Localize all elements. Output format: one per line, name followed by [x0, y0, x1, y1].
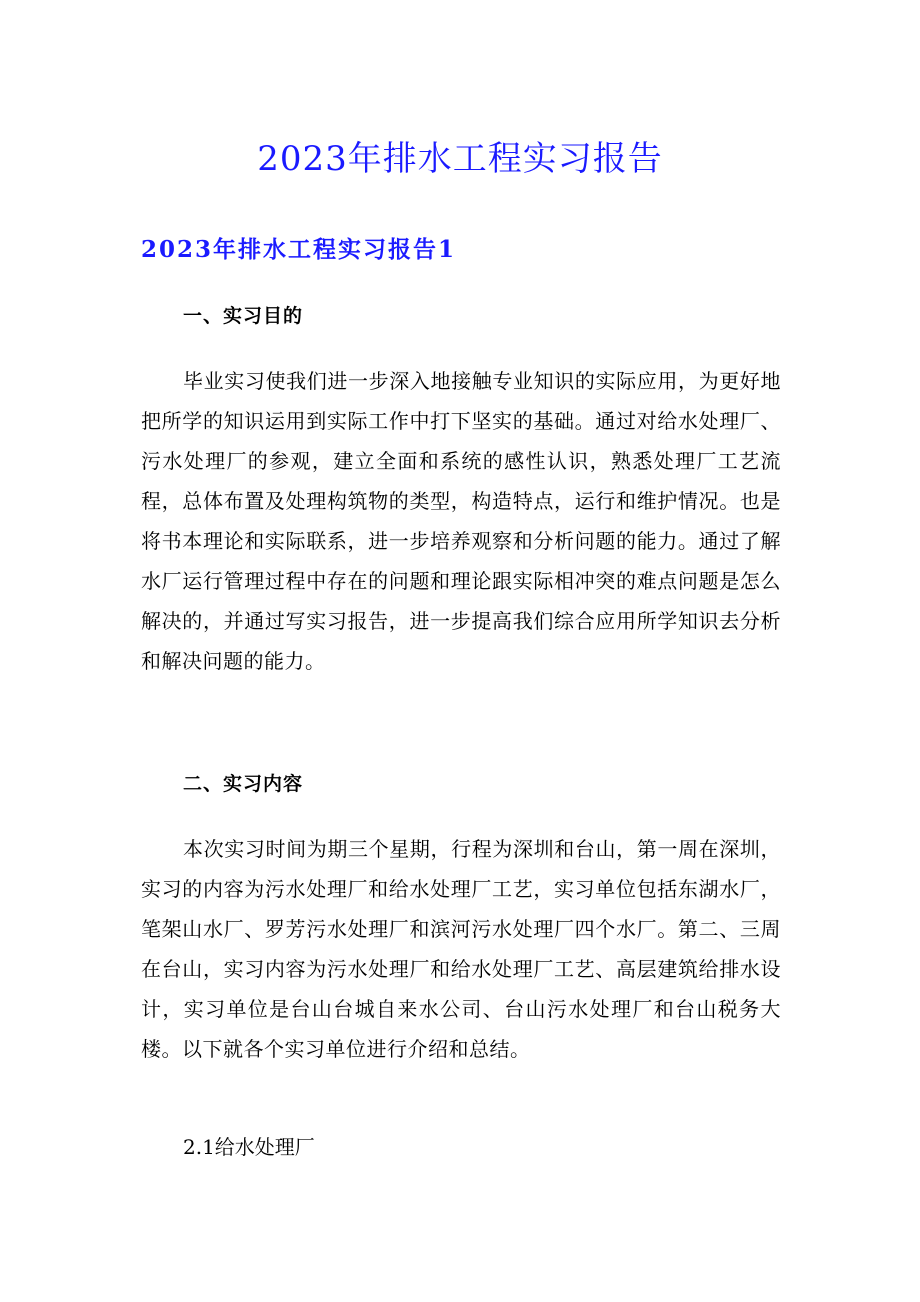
document-title: 2023年排水工程实习报告: [257, 139, 663, 179]
paragraph-internship-content: 本次实习时间为期三个星期，行程为深圳和台山，第一周在深圳，实习的内容为污水处理厂和给水处理厂工艺，实习单位包括东湖水厂，笔架山水厂、罗芳污水处理厂和滨河污水处理厂四个水厂。第二、三周在台山，实习内容为污水处理厂和给水处理厂工艺、高层建筑给排水设计，实习单位是台山台城自来水公司、台山污水处理厂和台山税务大楼。以下就各个实习单位进行介绍和总结。: [141, 837, 781, 1061]
section-heading: 2023年排水工程实习报告1: [141, 236, 457, 263]
heading-internship-purpose: 一、实习目的: [183, 305, 304, 327]
subsection-water-supply-plant: 2.1给水处理厂: [183, 1135, 315, 1159]
heading-internship-content: 二、实习内容: [183, 773, 304, 795]
paragraph-internship-purpose: 毕业实习使我们进一步深入地接触专业知识的实际应用，为更好地把所学的知识运用到实际工作中打下坚实的基础。通过对给水处理厂、污水处理厂的参观，建立全面和系统的感性认识，熟悉处理厂工艺流程，总体布置及处理构筑物的类型，构造特点，运行和维护情况。也是将书本理论和实际联系，进一步培养观察和分析问题的能力。通过了解水厂运行管理过程中存在的问题和理论跟实际相冲突的难点问题是怎么解决的，并通过写实习报告，进一步提高我们综合应用所学知识去分析和解决问题的能力。: [141, 369, 781, 673]
